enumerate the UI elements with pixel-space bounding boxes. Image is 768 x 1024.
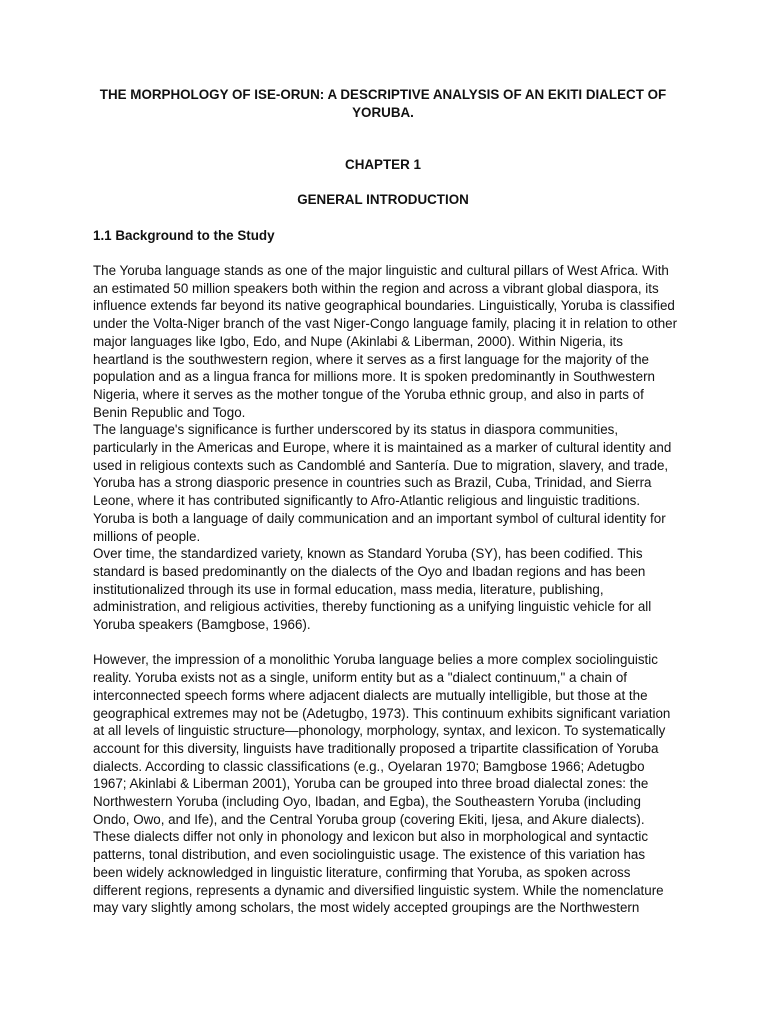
paragraph-background-1: The Yoruba language stands as one of the major linguistic and cultural pillars of West Africa. With an estimated 50 million speakers both within the region and across a vibrant global diaspora, its influence extends far beyond its native geographical boundaries. Linguistically, Yoruba is classified under the Volta-Niger branch of the vast Niger-Congo language family, placing it in relation to other major languages like Igbo, Edo, and Nupe (Akinlabi & Liberman, 2000). Within Nigeria, its heartland is the southwestern region, where it serves as a first language for the majority of the population and as a lingua franca for millions more. It is spoken predominantly in Southwestern Nigeria, where it serves as the mother tongue of the Yoruba ethnic group, and also in parts of Benin Republic and Togo. — [93, 263, 678, 420]
document-body — [93, 262, 678, 917]
chapter-title: GENERAL INTRODUCTION — [297, 192, 469, 207]
document-title: THE MORPHOLOGY OF ISE-ORUN: A DESCRIPTIVE ANALYSIS OF AN EKITI DIALECT OF YORUBA. — [99, 87, 667, 120]
paragraph-background-4: However, the impression of a monolithic Yoruba language belies a more complex sociolinguistic reality. Yoruba exists not as a single, uniform entity but as a "dialect continuum," a chain of interconnected speech forms where adjacent dialects are mutually intelligible, but those at the geographical extremes may not be (Adetugbọ, 1973). This continuum exhibits significant variation at all levels of linguistic structure—phonology, morphology, syntax, and lexicon. To systematically account for this diversity, linguists have traditionally proposed a tripartite classification of Yoruba dialects. According to classic classifications (e.g., Oyelaran 1970; Bamgbose 1966; Adetugbo 1967; Akinlabi & Liberman 2001), Yoruba can be grouped into three broad dialectal zones: the Northwestern Yoruba (including Oyo, Ibadan, and Egba), the Southeastern Yoruba (including Ondo, Owo, and Ife), and the Central Yoruba group (covering Ekiti, Ijesa, and Akure dialects). These dialects differ not only in phonology and lexicon but also in morphological and syntactic patterns, tonal distribution, and even sociolinguistic usage. The existence of this variation has been widely acknowledged in linguistic literature, confirming that Yoruba, as spoken across different regions, represents a dynamic and diversified linguistic system. While the nomenclature may vary slightly among scholars, the most widely accepted groupings are the Northwestern — [93, 652, 671, 916]
chapter-number: CHAPTER 1 — [345, 157, 421, 172]
section-heading: 1.1 Background to the Study — [93, 228, 275, 243]
paragraph-spacer — [93, 634, 678, 652]
paragraph-background-2: The language's significance is further underscored by its status in diaspora communities, particularly in the Americas and Europe, where it is maintained as a marker of cultural identity and used in religious contexts such as Candomblé and Santería. Due to migration, slavery, and trade, Yoruba has a strong diasporic presence in countries such as Brazil, Cuba, Trinidad, and Sierra Leone, where it has contributed significantly to Afro-Atlantic religious and linguistic traditions. Yoruba is both a language of daily communication and an important symbol of cultural identity for millions of people. — [93, 422, 672, 544]
paragraph-background-3: Over time, the standardized variety, known as Standard Yoruba (SY), has been codified. This standard is based predominantly on the dialects of the Oyo and Ibadan regions and has been institutionalized through its use in formal education, mass media, literature, publishing, administration, and religious activities, thereby functioning as a unifying linguistic vehicle for all Yoruba speakers (Bamgbose, 1966). — [93, 546, 652, 633]
